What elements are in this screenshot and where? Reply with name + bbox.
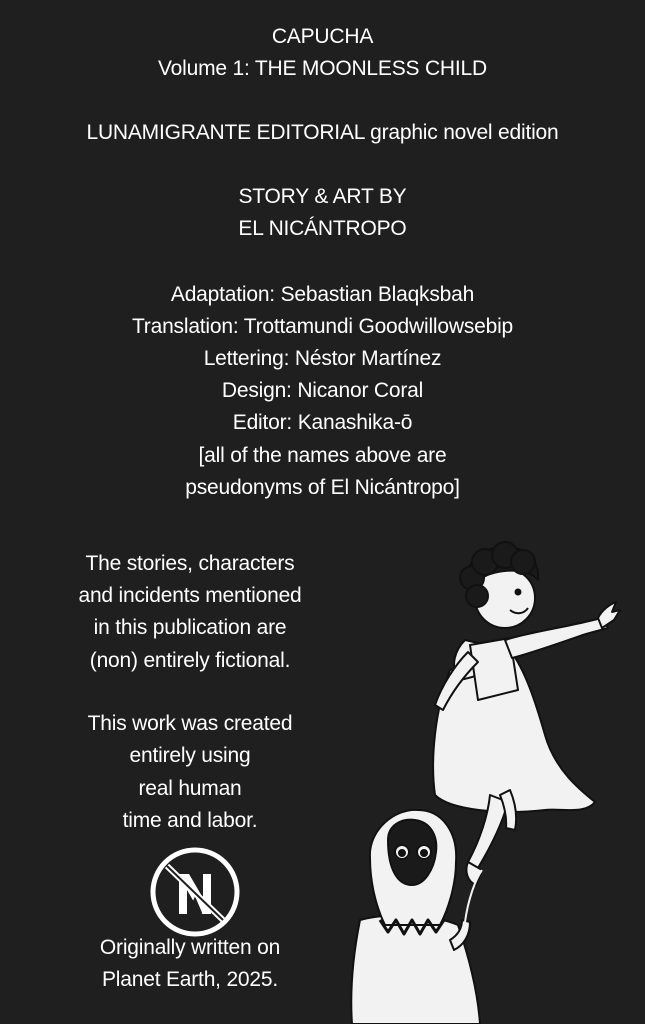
credit-lettering: Lettering: Néstor Martínez (203, 347, 442, 370)
volume-title: Volume 1: THE MOONLESS CHILD (158, 57, 487, 80)
pseudonym-note: [all of the names above are (198, 444, 447, 467)
human-made-line: This work was created (87, 712, 293, 735)
credit-design: Design: Nicanor Coral (221, 379, 424, 402)
footer-line: Planet Earth, 2025. (102, 968, 278, 991)
human-made-line: entirely using (129, 744, 251, 767)
credit-heading: STORY & ART BY (238, 185, 407, 208)
human-made-line: real human (138, 777, 242, 800)
pseudonym-note: pseudonyms of El Nicántropo] (185, 476, 460, 499)
disclaimer-line: (non) entirely fictional. (89, 649, 291, 672)
character-illustration (340, 540, 630, 1024)
creator-name: EL NICÁNTROPO (238, 217, 407, 240)
disclaimer-line: in this publication are (93, 616, 287, 639)
footer-line: Originally written on (99, 936, 281, 959)
disclaimer-line: The stories, characters (85, 552, 295, 575)
credit-editor: Editor: Kanashika-ō (232, 411, 413, 434)
publisher-line: LUNAMIGRANTE EDITORIAL graphic novel edition (86, 121, 559, 144)
human-made-line: time and labor. (122, 809, 258, 832)
disclaimer-line: and incidents mentioned (78, 584, 302, 607)
credit-adaptation: Adaptation: Sebastian Blaqksbah (170, 283, 475, 306)
credit-translation: Translation: Trottamundi Goodwillowsebip (131, 315, 514, 338)
series-title: CAPUCHA (271, 25, 374, 48)
no-ai-icon (149, 846, 241, 938)
